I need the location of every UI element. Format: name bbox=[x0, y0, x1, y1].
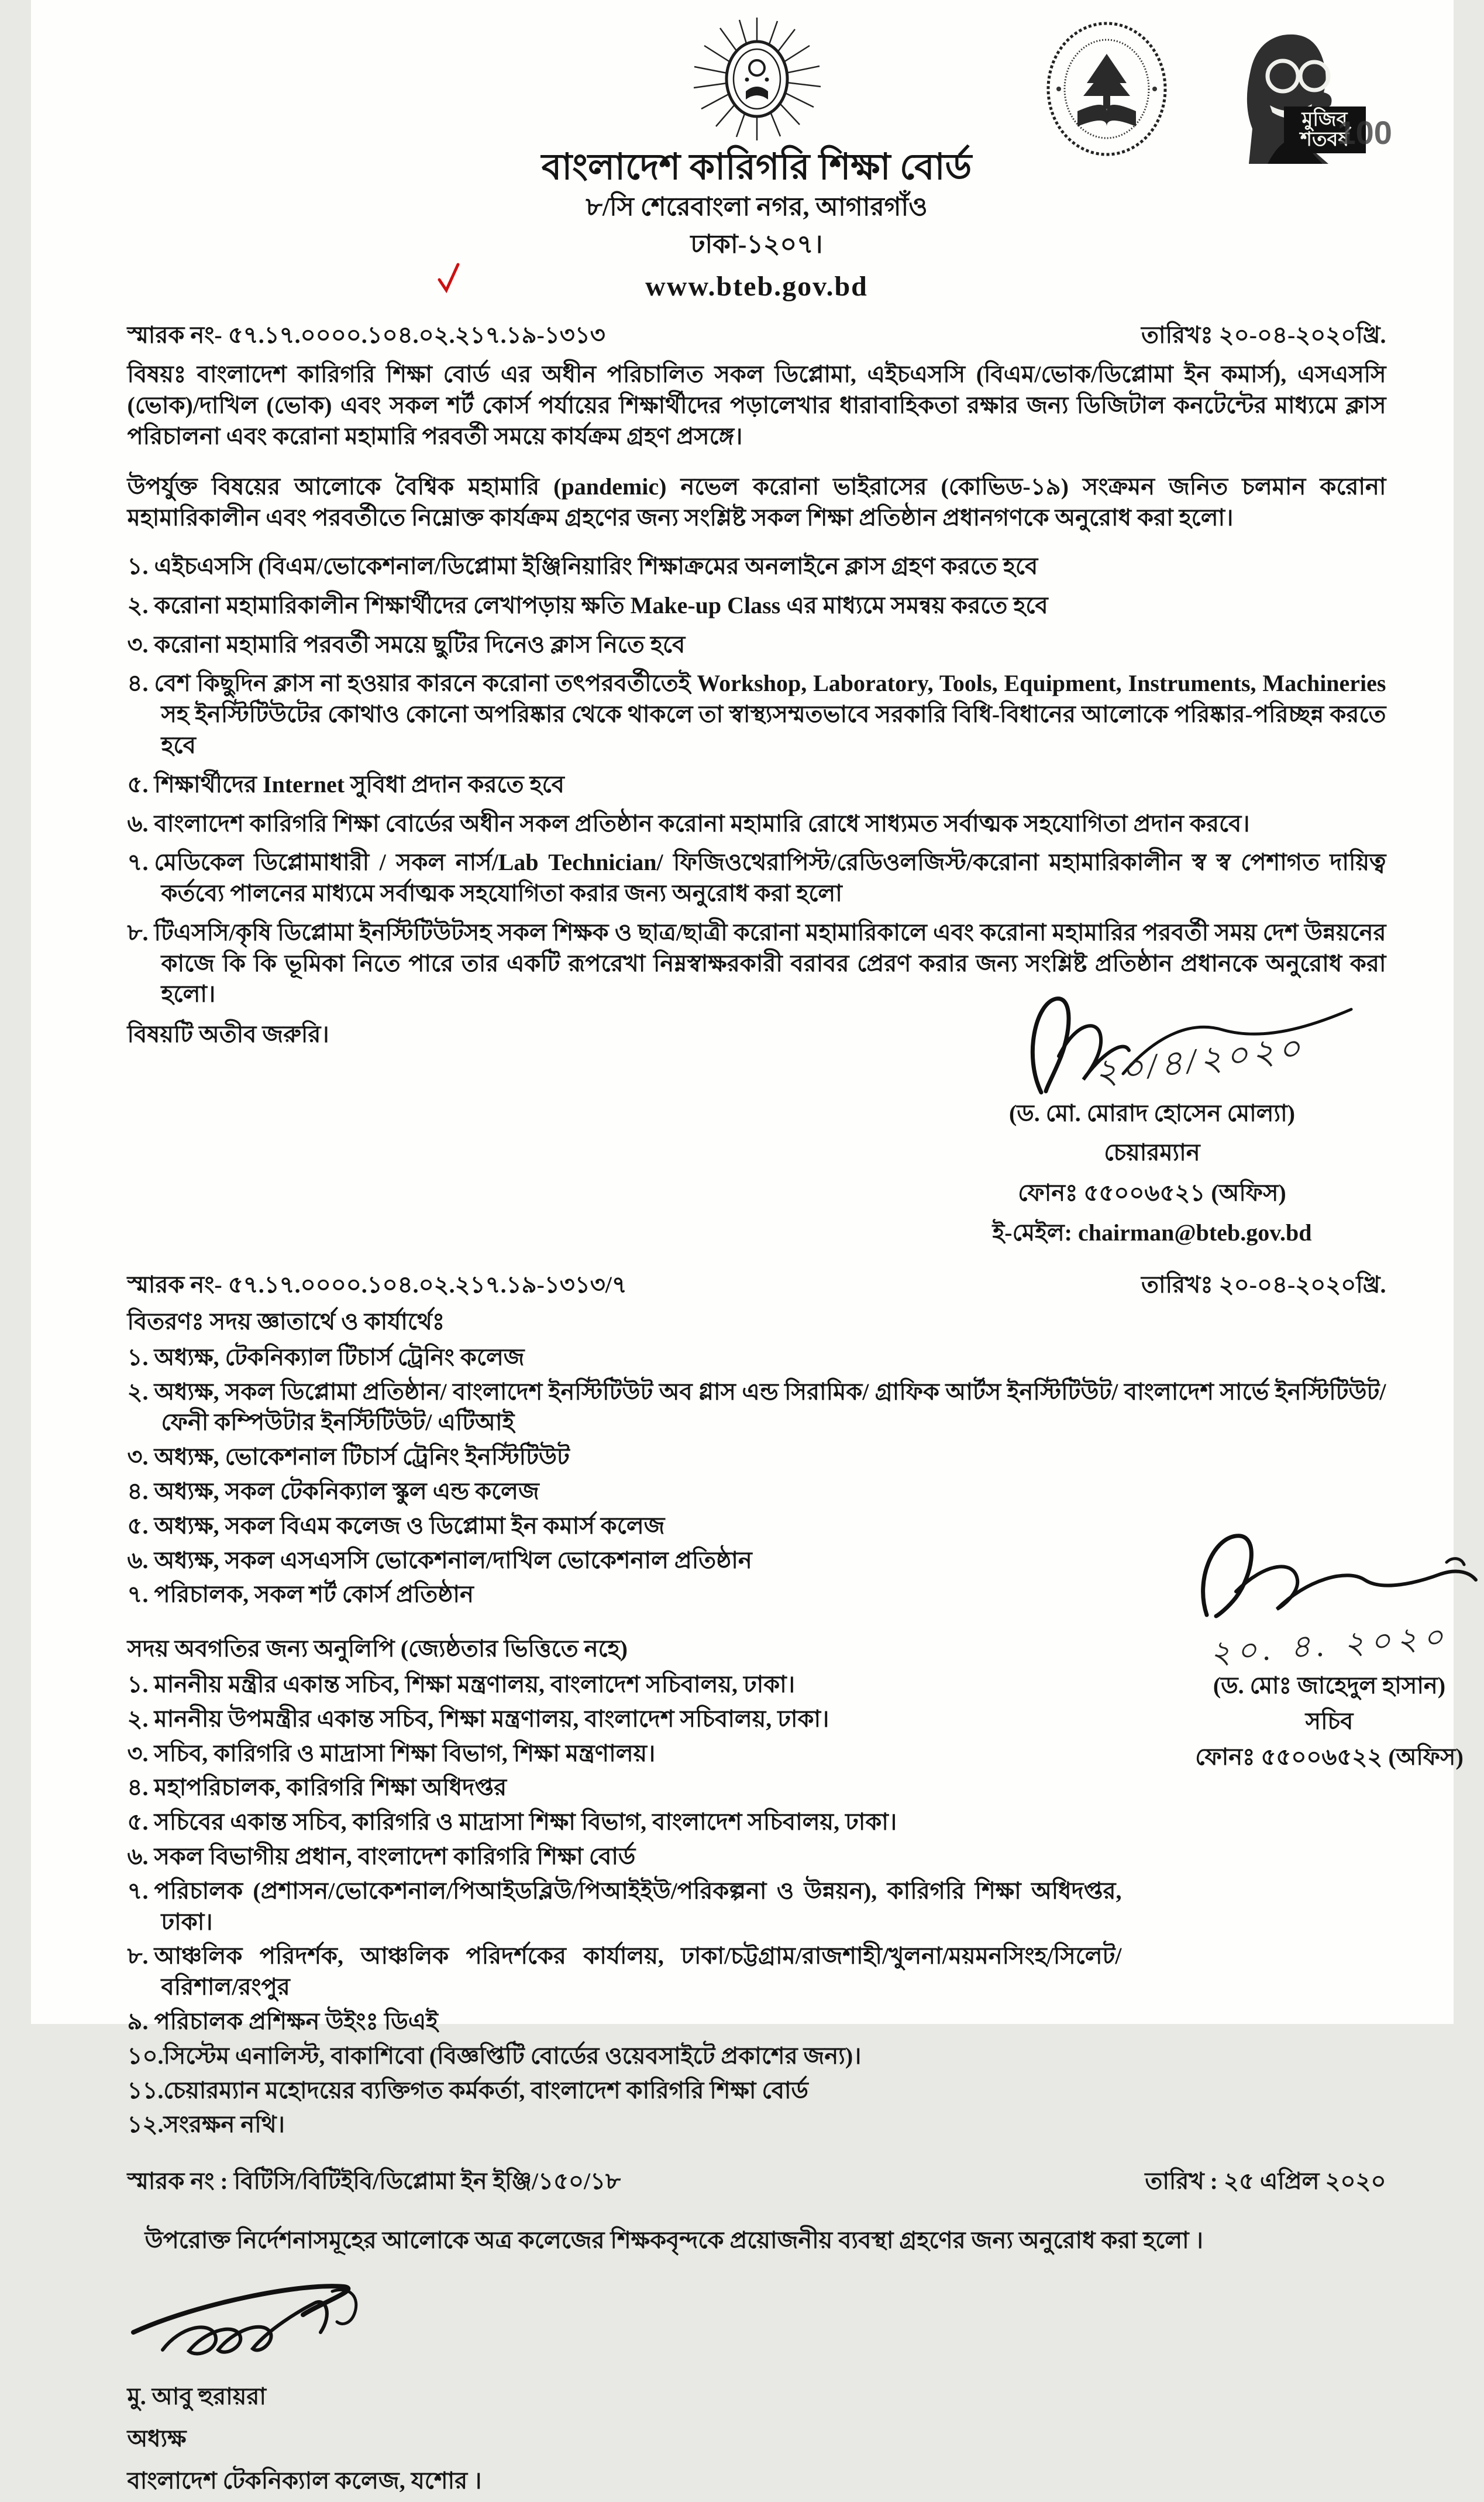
chairman-signature-block bbox=[918, 986, 1386, 1249]
subject-line: বিষয়ঃ বাংলাদেশ কারিগরি শিক্ষা বোর্ড এর অধীন পরিচালিত সকল ডিপ্লোমা, এইচএসসি (বিএম/ভোক/ডিপ্লোমা ইন কমার্স), এসএসসি (ভোক)/দাখিল (ভোক) এবং সকল শর্ট কোর্স পর্যায়ের শিক্ষার্থীদের পড়ালেখার ধারাবাহিকতা রক্ষার জন্য ডিজিটাল কনটেন্টের মাধ্যমে ক্লাস পরিচালনা এবং করোনা মহামারি পরবর্তী সময়ে কার্যক্রম গ্রহণ প্রসঙ্গে। bbox=[128, 359, 1386, 452]
directive-item: ২. করোনা মহামারিকালীন শিক্ষার্থীদের লেখাপড়ায় ক্ষতি Make-up Class এর মাধ্যমে সমন্বয় করতে হবে bbox=[128, 590, 1386, 621]
distribution-item: ৫. অধ্যক্ষ, সকল বিএম কলেজ ও ডিপ্লোমা ইন কমার্স কলেজ bbox=[128, 1511, 1386, 1542]
urgent-note: বিষয়টি অতীব জরুরি। bbox=[128, 1019, 1386, 1050]
copy-item: ১০.সিস্টেম এনালিস্ট, বাকাশিবো (বিজ্ঞপ্তিটি বোর্ডের ওয়েবসাইটে প্রকাশের জন্য)। bbox=[128, 2041, 1122, 2072]
principal-signature-icon bbox=[128, 2280, 432, 2367]
closing-instruction: উপরোক্ত নির্দেশনাসমূহের আলোকে অত্র কলেজের শিক্ষকবৃন্দকে প্রয়োজনীয় ব্যবস্থা গ্রহণের জন্য অনুরোধ করা হলো । bbox=[128, 2225, 1386, 2256]
memo1-number: স্মারক নং- ৫৭.১৭.০০০০.১০৪.০২.২১৭.১৯-১৩১৩ bbox=[128, 320, 605, 351]
secretary-handwritten-date: ২০. ৪. ২০২০ bbox=[1165, 1613, 1484, 1677]
org-name: বাংলাদেশ কারিগরি শিক্ষা বোর্ড bbox=[128, 147, 1386, 187]
copy-item: ৬. সকল বিভাগীয় প্রধান, বাংলাদেশ কারিগরি শিক্ষা বোর্ড bbox=[128, 1841, 1122, 1872]
memo2-date: তারিখঃ ২০-০৪-২০২০খ্রি. bbox=[1141, 1270, 1386, 1301]
directives-list bbox=[128, 551, 1386, 1010]
directive-item: ১. এইচএসসি (বিএম/ভোকেশনাল/ডিপ্লোমা ইঞ্জিনিয়ারিং শিক্ষাক্রমের অনলাইনে ক্লাস গ্রহণ করতে হবে bbox=[128, 551, 1386, 582]
copy-item: ৫. সচিবের একান্ত সচিব, কারিগরি ও মাদ্রাসা শিক্ষা বিভাগ, বাংলাদেশ সচিবালয়, ঢাকা। bbox=[128, 1807, 1122, 1838]
chairman-email: ই-মেইল: chairman@bteb.gov.bd bbox=[918, 1218, 1386, 1249]
secretary-title: সচিব bbox=[1166, 1706, 1484, 1737]
copy-item: ১১.চেয়ারম্যান মহোদয়ের ব্যক্তিগত কর্মকর্তা, বাংলাদেশ কারিগরি শিক্ষা বোর্ড bbox=[128, 2075, 1122, 2106]
mujib-logo-100: 100 bbox=[1338, 111, 1392, 154]
org-address-line2: ঢাকা-১২০৭। bbox=[128, 226, 1386, 263]
distribution-item: ৩. অধ্যক্ষ, ভোকেশনাল টিচার্স ট্রেনিং ইনস্টিটিউট bbox=[128, 1442, 1386, 1473]
directive-item: ৬. বাংলাদেশ কারিগরি শিক্ষা বোর্ডের অধীন সকল প্রতিষ্ঠান করোনা মহামারি রোধে সাধ্যমত সর্বাত্মক সহযোগিতা প্রদান করবে। bbox=[128, 809, 1386, 840]
mujib-logo-text: মুজিব শতবর্ষ bbox=[1284, 106, 1366, 153]
chairman-title: চেয়ারম্যান bbox=[918, 1137, 1386, 1168]
memo2-row bbox=[128, 1270, 1386, 1301]
letterhead bbox=[128, 0, 1386, 305]
copies-list bbox=[128, 1669, 1122, 2140]
copy-item: ১. মাননীয় মন্ত্রীর একান্ত সচিব, শিক্ষা মন্ত্রণালয়, বাংলাদেশ সচিবালয়, ঢাকা। bbox=[128, 1669, 1122, 1700]
copy-item: ২. মাননীয় উপমন্ত্রীর একান্ত সচিব, শিক্ষা মন্ত্রণালয়, বাংলাদেশ সচিবালয়, ঢাকা। bbox=[128, 1704, 1122, 1735]
secretary-phone: ফোনঃ ৫৫০০৬৫২২ (অফিস) bbox=[1166, 1742, 1484, 1773]
directive-item: ৫. শিক্ষার্থীদের Internet সুবিধা প্রদান করতে হবে bbox=[128, 769, 1386, 800]
copy-item: ৭. পরিচালক (প্রশাসন/ভোকেশনাল/পিআইডব্লিউ/পিআইইউ/পরিকল্পনা ও উন্নয়ন), কারিগরি শিক্ষা অধিদপ্তর, ঢাকা। bbox=[128, 1876, 1122, 1938]
chairman-phone: ফোনঃ ৫৫০০৬৫২১ (অফিস) bbox=[918, 1178, 1386, 1209]
secretary-signature-block bbox=[1166, 1527, 1484, 1772]
copies-heading: সদয় অবগতির জন্য অনুলিপি (জ্যেষ্ঠতার ভিত্তিতে নহে) bbox=[128, 1634, 1386, 1665]
distribution-item: ২. অধ্যক্ষ, সকল ডিপ্লোমা প্রতিষ্ঠান/ বাংলাদেশ ইনস্টিটিউট অব গ্লাস এন্ড সিরামিক/ গ্রাফিক আর্টস ইনস্টিটিউট/ বাংলাদেশ সার্ভে ইনস্টিটিউট/ ফেনী কম্পিউটার ইনস্টিটিউট/ এটিআই bbox=[128, 1377, 1386, 1439]
directive-item: ৪. বেশ কিছুদিন ক্লাস না হওয়ার কারনে করোনা তৎপরবর্তীতেই Workshop, Laboratory, Tools, Equipment, Instruments, Machineries সহ ইনস্টিটিউটের কোথাও কোনো অপরিষ্কার থেকে থাকলে তা স্বাস্থ্যসম্মতভাবে সরকারি বিধি-বিধানের আলোকে পরিষ্কার-পরিচ্ছন্ন করতে হবে bbox=[128, 668, 1386, 761]
distribution-item: ৬. অধ্যক্ষ, সকল এসএসসি ভোকেশনাল/দাখিল ভোকেশনাল প্রতিষ্ঠান bbox=[128, 1545, 1386, 1576]
scanned-letter-page bbox=[31, 0, 1454, 2024]
memo1-date: তারিখঃ ২০-০৪-২০২০খ্রি. bbox=[1141, 320, 1386, 351]
memo2-number: স্মারক নং- ৫৭.১৭.০০০০.১০৪.০২.২১৭.১৯-১৩১৩/৭ bbox=[128, 1270, 627, 1301]
copy-item: ৮. আঞ্চলিক পরিদর্শক, আঞ্চলিক পরিদর্শকের কার্যালয়, ঢাকা/চট্টগ্রাম/রাজশাহী/খুলনা/ময়মনসিংহ/সিলেট/বরিশাল/রংপুর bbox=[128, 1941, 1122, 2003]
distribution-item: ৪. অধ্যক্ষ, সকল টেকনিক্যাল স্কুল এন্ড কলেজ bbox=[128, 1476, 1386, 1507]
principal-name: মু. আবু হুরায়রা bbox=[128, 2376, 1386, 2418]
chairman-handwritten-date: ২০/৪/২০২০ bbox=[1092, 1025, 1306, 1097]
memo1-row bbox=[128, 320, 1386, 351]
bteb-sunburst-seal-icon bbox=[690, 16, 824, 142]
copy-item: ৪. মহাপরিচালক, কারিগরি শিক্ষা অধিদপ্তর bbox=[128, 1772, 1122, 1803]
principal-signature-block bbox=[128, 2280, 1386, 2502]
copy-item: ৯. পরিচালক প্রশিক্ষন উইংঃ ডিএই bbox=[128, 2006, 1122, 2037]
principal-title: অধ্যক্ষ bbox=[128, 2418, 1386, 2460]
intro-paragraph: উপর্যুক্ত বিষয়ের আলোকে বৈশ্বিক মহামারি (pandemic) নভেল করোনা ভাইরাসের (কোভিড-১৯) সংক্রমন জনিত চলমান করোনা মহামারিকালীন এবং পরবর্তীতে নিম্নোক্ত কার্যক্রম গ্রহণের জন্য সংশ্লিষ্ট সকল শিক্ষা প্রতিষ্ঠান প্রধানগণকে অনুরোধ করা হলো। bbox=[128, 472, 1386, 534]
org-address-line1: ৮/সি শেরেবাংলা নগর, আগারগাঁও bbox=[128, 188, 1386, 226]
org-website: www.bteb.gov.bd bbox=[128, 268, 1386, 305]
memo3-row bbox=[128, 2166, 1386, 2197]
memo3-number: স্মারক নং : বিটিসি/বিটিইবি/ডিপ্লোমা ইন ইঞ্জি/১৫০/১৮ bbox=[128, 2166, 621, 2197]
directive-item: ৮. টিএসসি/কৃষি ডিপ্লোমা ইনস্টিটিউটসহ সকল শিক্ষক ও ছাত্র/ছাত্রী করোনা মহামারিকালে এবং করোনা মহামারির পরবর্তী সময় দেশ উন্নয়নের কাজে কি কি ভূমিকা নিতে পারে তার একটি রূপরেখা নিম্নস্বাক্ষরকারী বরাবর প্রেরণ করার জন্য সংশ্লিষ্ট প্রতিষ্ঠান প্রধানকে অনুরোধ করা হলো। bbox=[128, 917, 1386, 1010]
secretary-name: (ড. মোঃ জাহেদুল হাসান) bbox=[1166, 1671, 1484, 1702]
distribution-heading: বিতরণঃ সদয় জ্ঞাতার্থে ও কার্যার্থেঃ bbox=[128, 1307, 1386, 1338]
directive-item: ৭. মেডিকেল ডিপ্লোমাধারী / সকল নার্স/Lab Technician/ ফিজিওথেরাপিস্ট/রেডিওলজিস্ট/করোনা মহামারিকালীন স্ব স্ব পেশাগত দায়িত্ব কর্তব্যে পালনের মাধ্যমে সর্বাত্মক সহযোগিতা করার জন্য অনুরোধ করা হলো bbox=[128, 847, 1386, 909]
copy-item: ৩. সচিব, কারিগরি ও মাদ্রাসা শিক্ষা বিভাগ, শিক্ষা মন্ত্রণালয়। bbox=[128, 1738, 1122, 1769]
distribution-item: ১. অধ্যক্ষ, টেকনিক্যাল টিচার্স ট্রেনিং কলেজ bbox=[128, 1342, 1386, 1373]
directive-item: ৩. করোনা মহামারি পরবর্তী সময়ে ছুটির দিনেও ক্লাস নিতে হবে bbox=[128, 630, 1386, 661]
secretary-signature-icon bbox=[1172, 1527, 1484, 1621]
memo3-date: তারিখ : ২৫ এপ্রিল ২০২০ bbox=[1145, 2166, 1386, 2197]
chairman-name: (ড. মো. মোরাদ হোসেন মোল্যা) bbox=[918, 1098, 1386, 1129]
principal-org: বাংলাদেশ টেকনিক্যাল কলেজ, যশোর । bbox=[128, 2460, 1386, 2502]
distribution-item: ৭. পরিচালক, সকল শর্ট কোর্স প্রতিষ্ঠান bbox=[128, 1579, 1386, 1610]
copy-item: ১২.সংরক্ষন নথি। bbox=[128, 2109, 1122, 2140]
